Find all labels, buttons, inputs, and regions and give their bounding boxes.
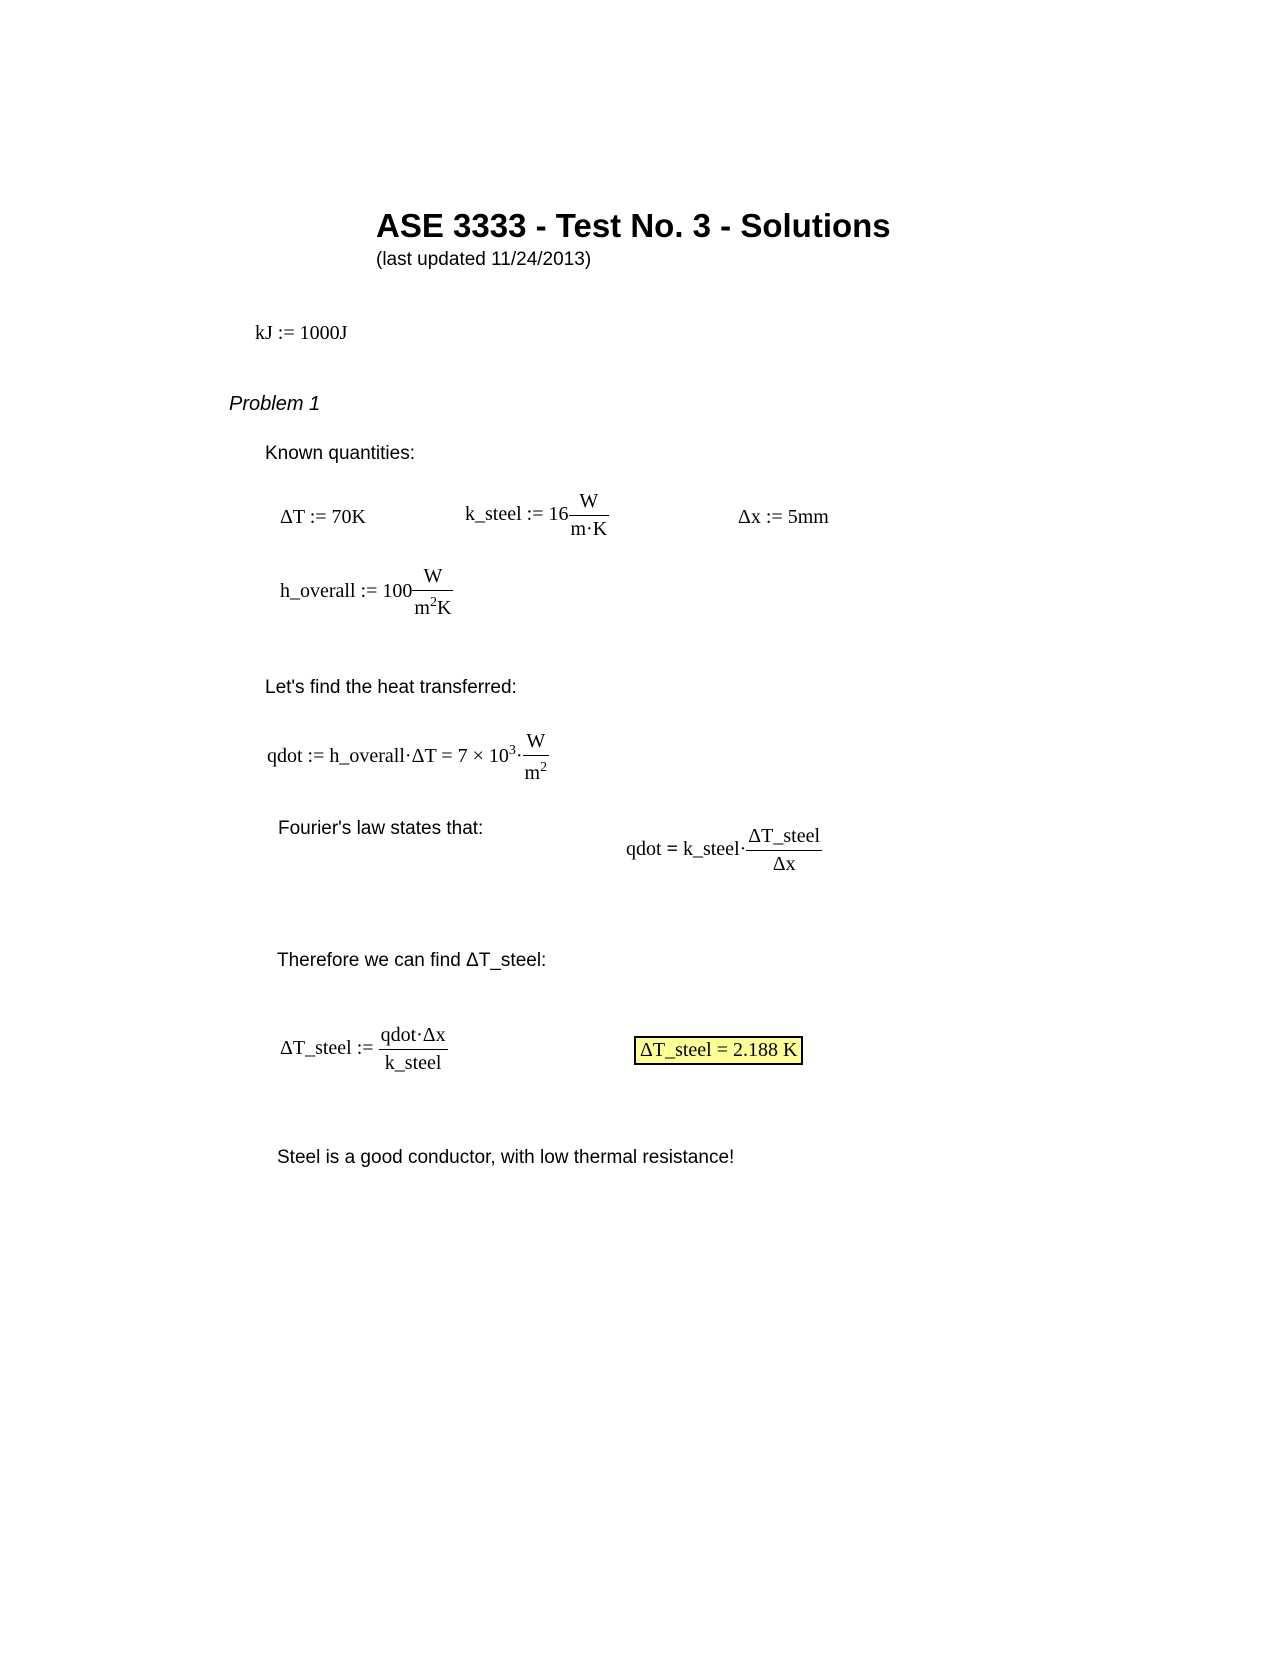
- qdot-exponent: 3: [508, 743, 516, 759]
- delta-x-definition: Δx := 5mm: [738, 506, 829, 528]
- qdot-units-den: $m^2$: [523, 755, 550, 785]
- fourier-equation: [626, 825, 822, 876]
- problem-heading: Problem 1: [229, 393, 321, 415]
- fourier-num: ΔT_steel: [748, 825, 821, 847]
- fourier-fraction: [746, 825, 822, 876]
- qdot-units-num: W: [526, 730, 546, 752]
- qdot-units: [523, 730, 550, 785]
- fourier-den: Δx: [746, 850, 822, 876]
- page-title: ASE 3333 - Test No. 3 - Solutions: [376, 207, 891, 244]
- k-steel-units: [569, 490, 610, 541]
- delta-t-definition: ΔT := 70K: [280, 506, 366, 528]
- delta-t-steel-num: qdot·Δx: [380, 1024, 446, 1046]
- fourier-law-label: Fourier's law states that:: [278, 818, 484, 839]
- fourier-mid: k_steel·: [682, 838, 747, 861]
- k-steel-definition: [465, 490, 609, 541]
- k-steel-units-den: m·K: [569, 515, 610, 541]
- h-overall-lhs: h_overall := 100: [280, 580, 413, 603]
- k-steel-lhs: k_steel := 16: [465, 503, 569, 526]
- heat-transferred-label: Let's find the heat transferred:: [265, 677, 517, 698]
- qdot-lhs: qdot := h_overall·ΔT = 7 × 10: [267, 745, 509, 768]
- fourier-equals: =: [666, 838, 678, 861]
- conclusion-text: Steel is a good conductor, with low thermal resistance!: [277, 1147, 735, 1168]
- page-subtitle: (last updated 11/24/2013): [376, 249, 592, 270]
- therefore-label: Therefore we can find ΔT_steel:: [277, 950, 547, 971]
- result-box: [634, 1036, 803, 1065]
- delta-t-steel-lhs: ΔT_steel :=: [280, 1037, 374, 1060]
- delta-t-steel-den: k_steel: [379, 1049, 448, 1075]
- k-steel-units-num: W: [579, 490, 599, 512]
- h-overall-definition: [280, 565, 453, 620]
- result-value: ΔT_steel = 2.188 K: [640, 1039, 798, 1061]
- fourier-lhs: qdot: [626, 838, 662, 861]
- h-overall-units-den: $m^2K$: [412, 590, 453, 620]
- qdot-equation: qdot := h_overall·ΔT = $7 \times 10^3\cdot$ $\frac{W}{m^2}$: [267, 730, 548, 784]
- delta-t-steel-definition: [280, 1024, 448, 1075]
- h-overall-units-num: W: [423, 565, 443, 587]
- known-quantities-label: Known quantities:: [265, 443, 415, 464]
- h-overall-units: [412, 565, 453, 620]
- delta-t-steel-fraction: [379, 1024, 448, 1075]
- units-definition: kJ := 1000J: [255, 322, 348, 344]
